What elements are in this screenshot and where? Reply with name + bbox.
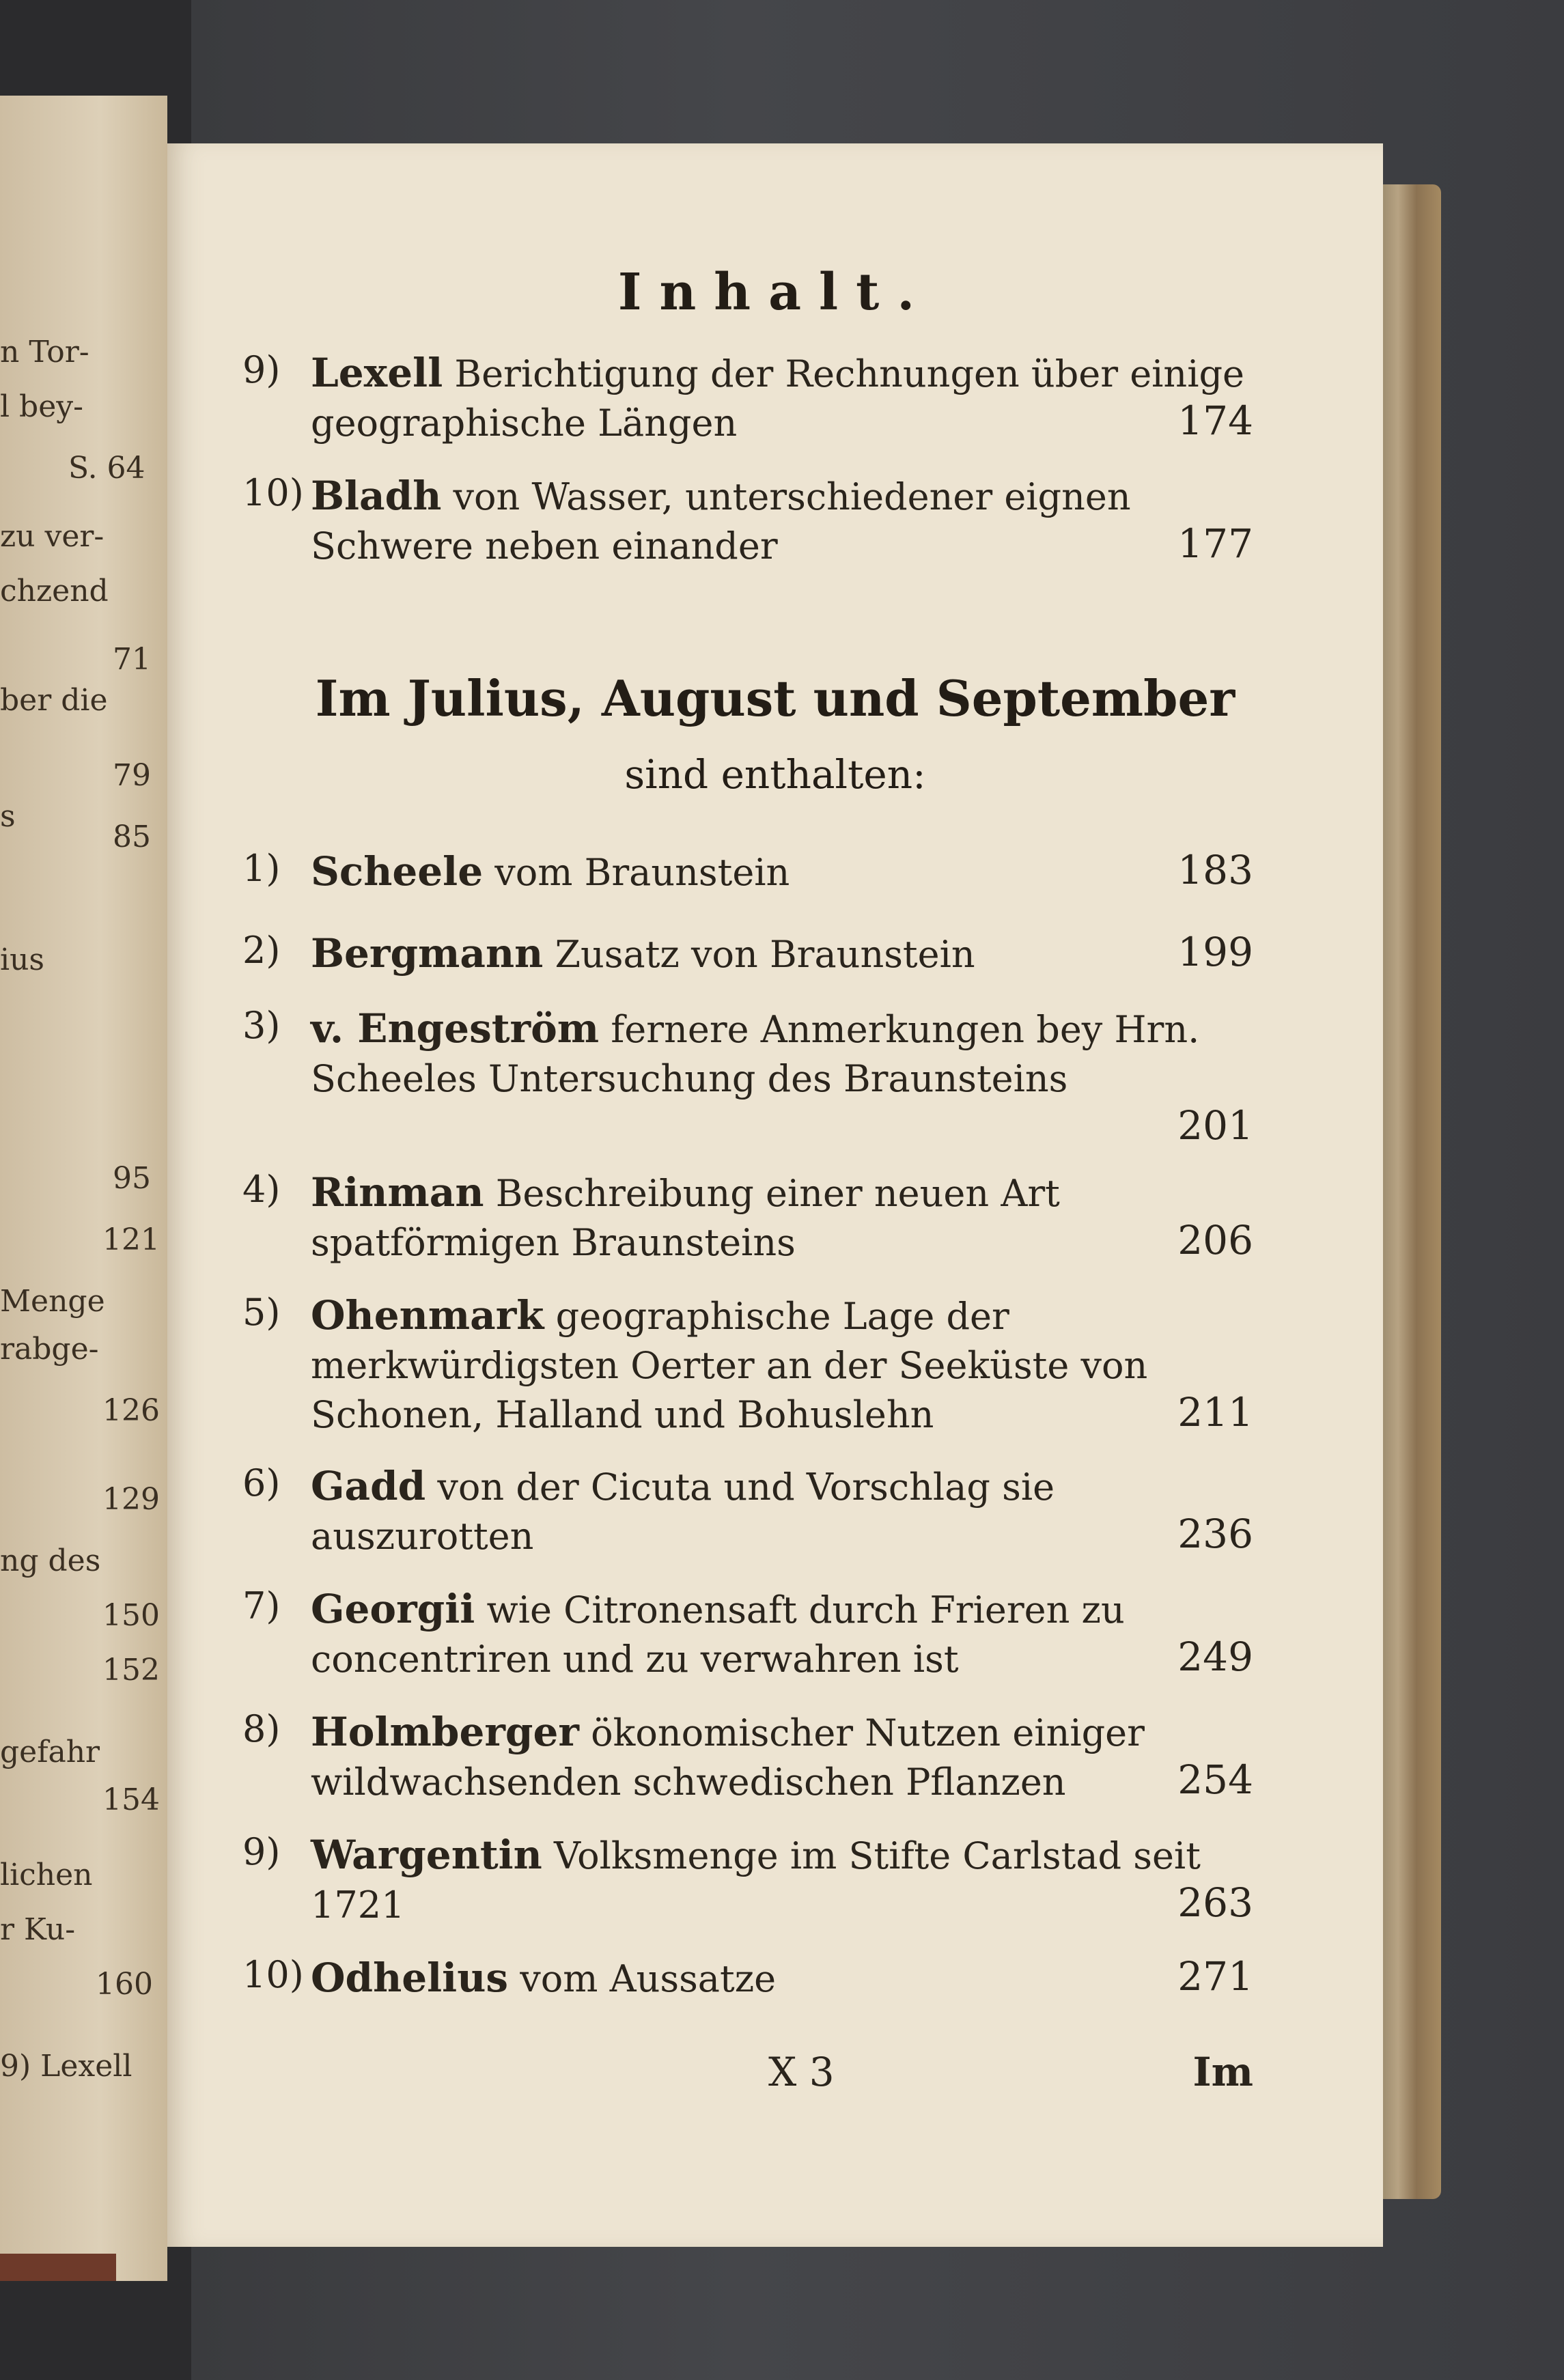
book-page — [167, 143, 1383, 2247]
entry-author: Bladh — [311, 473, 442, 519]
entry-author: Holmberger — [311, 1709, 579, 1755]
left-fragment: 79 — [113, 758, 151, 793]
left-fragment: 160 — [96, 1967, 153, 2002]
entry-title: geographische Lage der merkwürdigsten Oerter an der Seeküste von Schonen, Halland und Bohuslehn — [311, 1295, 1148, 1436]
left-fragment: 150 — [102, 1598, 160, 1633]
entry-number: 7) — [242, 1584, 281, 1627]
left-fragment: r Ku- — [0, 1912, 76, 1947]
entry-number: 9) — [242, 1830, 281, 1873]
entry-title: fernere Anmerkungen bey Hrn. Scheeles Untersuchung des Braunsteins — [311, 1008, 1200, 1100]
entry-page: 263 — [1177, 1879, 1253, 1926]
entry-author: Ohenmark — [311, 1292, 544, 1339]
entry-title: vom Braunstein — [483, 851, 790, 894]
entry-author: Rinman — [311, 1169, 484, 1216]
left-fragment: s — [0, 799, 16, 834]
entry-number: 4) — [242, 1168, 281, 1211]
left-fragment: 129 — [102, 1482, 160, 1517]
entry-title: von der Cicuta und Vorschlag sie auszurotten — [311, 1466, 1055, 1558]
entry-title: Berichtigung der Rechnungen über einige geographische Längen — [311, 352, 1244, 445]
entry-title: Zusatz von Braunstein — [543, 933, 975, 976]
entry-number: 6) — [242, 1461, 281, 1504]
left-fragment: 121 — [102, 1222, 160, 1257]
entry-author: Bergmann — [311, 930, 544, 977]
entry-page: 254 — [1177, 1756, 1253, 1803]
entry-author: Lexell — [311, 350, 443, 396]
entry-number: 5) — [242, 1291, 281, 1334]
entry-page: 211 — [1177, 1389, 1253, 1436]
entry-page: 174 — [1177, 397, 1253, 444]
left-fragment: 71 — [113, 642, 151, 677]
entry-author: v. Engeström — [311, 1005, 600, 1052]
section-title: Im Julius, August und September — [315, 669, 1235, 727]
left-fragment: ng des — [0, 1543, 101, 1578]
entry-page: 177 — [1177, 520, 1253, 567]
entry-title: ökonomischer Nutzen einiger wildwachsenden schwedischen Pflanzen — [311, 1711, 1145, 1804]
entry-number: 8) — [242, 1707, 281, 1750]
entry-page: 271 — [1177, 1953, 1253, 2000]
left-fragment: ius — [0, 942, 44, 977]
entry-author: Wargentin — [311, 1832, 542, 1878]
page-edge-stack — [1380, 184, 1441, 2199]
left-fragment: 126 — [102, 1393, 160, 1428]
signature-mark: X 3 — [768, 2049, 835, 2095]
entry-page: 201 — [1177, 1102, 1253, 1149]
section-subtitle: sind enthalten: — [624, 751, 926, 798]
entry-title: Beschreibung einer neuen Art spatförmigen Braunsteins — [311, 1172, 1060, 1264]
entry-title: von Wasser, unterschiedener eignen Schwere neben einander — [311, 475, 1131, 568]
entry-page: 249 — [1177, 1634, 1253, 1680]
entry-number: 3) — [242, 1004, 281, 1047]
entry-author: Gadd — [311, 1463, 426, 1509]
entry-title: wie Citronensaft durch Frieren zu concentriren und zu verwahren ist — [311, 1588, 1125, 1681]
entry-number: 10) — [242, 1953, 304, 1996]
left-fragment: 85 — [113, 820, 151, 854]
left-fragment: 152 — [102, 1653, 160, 1688]
entry-page: 199 — [1177, 929, 1253, 975]
left-fragment: n Tor- — [0, 335, 89, 369]
entry-title: vom Aussatze — [508, 1957, 777, 2000]
entry-number: 2) — [242, 929, 281, 972]
left-fragment: ber die — [0, 683, 108, 718]
left-page — [0, 96, 167, 2281]
catchword: Im — [1192, 2049, 1253, 2095]
entry-page: 183 — [1177, 847, 1253, 893]
left-fragment: rabge- — [0, 1332, 99, 1367]
entry-author: Odhelius — [311, 1955, 509, 2001]
left-fragment: 154 — [102, 1782, 160, 1817]
entry-number: 10) — [242, 471, 304, 514]
left-fragment: chzend — [0, 574, 109, 608]
left-fragment: zu ver- — [0, 519, 104, 554]
left-fragment: lichen — [0, 1858, 93, 1892]
entry-author: Georgii — [311, 1586, 475, 1632]
entry-number: 1) — [242, 847, 281, 890]
left-fragment: 9) Lexell — [0, 2049, 132, 2084]
left-fragment: S. 64 — [68, 451, 145, 486]
page-heading: Inhalt. — [617, 263, 933, 322]
entry-text — [311, 1004, 1287, 1104]
entry-page: 206 — [1177, 1217, 1253, 1263]
entry-page: 236 — [1177, 1511, 1253, 1557]
book-cover-edge — [0, 2254, 116, 2281]
entry-number: 9) — [242, 348, 281, 391]
left-fragment: gefahr — [0, 1735, 100, 1769]
left-fragment: Menge — [0, 1284, 105, 1319]
left-fragment: l bey- — [0, 389, 83, 424]
entry-title: Volksmenge im Stifte Carlstad seit 1721 — [311, 1834, 1201, 1927]
entry-author: Scheele — [311, 848, 484, 895]
left-fragment: 95 — [113, 1161, 151, 1196]
